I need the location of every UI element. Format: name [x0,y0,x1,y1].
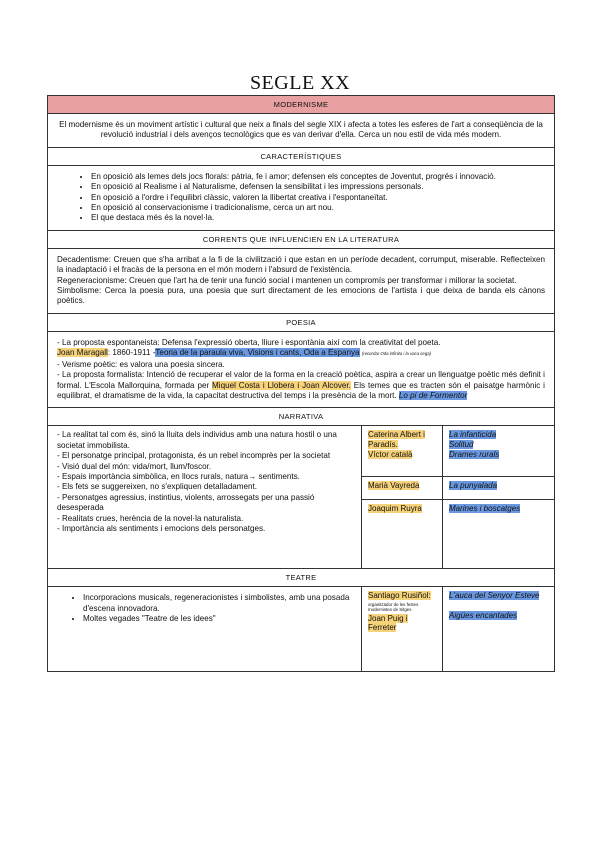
work-title: Drames rurals [449,449,500,459]
list-item: - Espais importància simbòlica, en llocs rurals, natura→ sentiments. [57,471,300,481]
author-cell [362,500,442,568]
list-item: • En oposició a l'ordre i l'equilibri clàssic, valoren la llibertat creativa i l'espontaneïtat. [91,193,545,203]
caracteristiques-body [48,166,554,230]
modernisme-header: MODERNISME [48,96,554,114]
narrativa-header: NARRATIVA [48,408,554,426]
work-title: Solitud [449,439,474,449]
list-item: • En oposició al conservacionisme i tradicionalisme, cerca un art nou. [91,203,545,213]
works-cell [443,477,554,500]
formalista-text [57,370,545,401]
modernisme-section [48,96,554,147]
teatre-works [443,587,554,671]
maragall-years: : 1860-1911 - [107,348,156,358]
list-item: - Visió dual del món: vida/mort, llum/foscor. [57,461,212,471]
maragall-works: Teoria de la paraula viva, Visions i cants, Oda a Espanya [155,348,360,358]
caracteristiques-section [48,147,554,230]
author-cell [362,477,442,500]
work-title: La punyalada [449,481,498,491]
narrativa-works [443,426,554,568]
caracteristiques-header: CARACTERÍSTIQUES [48,148,554,166]
author-name: Marià Vayreda [368,481,420,491]
teatre-header: TEATRE [48,569,554,587]
author-note: organitzador de les festes modernistes de Sitges [368,601,419,613]
formalista-themes: Els temes que es tracten són el paisatge harmònic i equilibrat, el dramatisme de la vida, la capacitat destructiva del temps i la presència de la mort. [57,380,545,400]
maragall-line [57,348,545,359]
narrativa-section [48,407,554,568]
author-pseudonym: Víctor català [368,449,413,459]
teatre-authors [362,587,443,671]
simbolisme-text: Simbolisme: Cerca la poesia pura, una poesia que surt directament de les emocions de l'artista i que deixa de banda els cànons poètics. [57,286,545,306]
espontaneista-text: - La proposta espontaneista: Defensa l'expressió oberta, lliure i espontània així com la creativitat del poeta. [57,337,441,347]
author-name: Joaquim Ruyra [368,504,422,514]
poesia-section [48,313,554,407]
work-title: Aigües encantades [449,610,518,620]
list-item: - Importància als sentiments i emocions dels personatges. [57,523,266,533]
list-item: - Realitats crues, herència de la novel·la naturalista. [57,513,244,523]
teatre-section [48,568,554,671]
author-name: Santiago Rusiñol: [368,591,431,601]
regeneracionisme-text: Regeneracionisme: Creuen que l'art ha de tenir una funció social i mantenen un compromís per transformar i millorar la societat. [57,275,517,285]
list-item: - El personatge principal, protagonista, és un rebel incomprès per la societat [57,451,331,461]
work-title: La infanticida [449,430,497,440]
maragall-note: (recordar Oda infinita i la vaca cega) [361,351,432,357]
page-title: SEGLE XX [249,72,351,94]
list-item: - Personatges agressius, instintius, violents, arrossegats per una passió desesperada [57,492,315,513]
corrents-body [48,249,554,313]
list-item: • En oposició als lemes dels jocs florals: pàtria, fe i amor; defensen els conceptes de Joventut, progrés i innovació. [91,172,545,182]
author-name: Caterina Albert i Paradís. [368,430,425,449]
decadentisme-text: Decadentisme: Creuen que s'ha arribat a la fi de la civilització i que estan en un període decadent, corrumput, miserable. Reflecteixen la inadaptació i el fracàs de la persona en el món modern i l'absurd de l'existència. [57,254,545,275]
list-item: • Moltes vegades "Teatre de les idees" [83,614,355,624]
list-item: - Els fets se suggereixen, no s'expliquen detalladament. [57,482,257,492]
corrents-section [48,230,554,313]
escola-mallorquina-authors: Miquel Costa i Llobera i Joan Alcover. [212,380,351,390]
narrativa-points [48,426,362,568]
author-cell [362,426,442,477]
modernisme-intro: El modernisme és un moviment artístic i cultural que neix a finals del segle XIX i afecta a totes les esferes de l'art a conseqüència de la revolució industrial i dels avenços tecnològics que es van derivar d'ella. Cerca un nou estil de vida més modern. [59,120,543,140]
works-cell [443,426,554,477]
poesia-body [48,332,554,407]
teatre-grid [48,587,554,671]
lo-pi-work: Lo pi de Formentor [398,390,468,400]
verisme-text: - Verisme poètic: es valora una poesia sincera. [57,359,225,369]
narrativa-grid [48,426,554,568]
list-item: - La realitat tal com és, sinó la lluita dels individus amb una natura hostil o una societat immobilista. [57,430,337,450]
work-title: Marines i boscatges [449,504,521,514]
works-cell [443,587,554,624]
list-item: • En oposició al Realisme i al Naturalisme, defensen la sensibilitat i les impressions personals. [91,182,545,192]
work-title: L'auca del Senyor Esteve [449,591,540,601]
list-item: • El que destaca més és la novel·la. [91,213,545,223]
formalista-intro: - La proposta formalista: Intenció de recuperar el valor de la forma en la creació poètica, aspira a crear un llenguatge poètic més definit i formal. L'Escola Mallorquina, formada per [57,370,545,390]
caracteristiques-list [57,172,545,224]
poesia-header: POESIA [48,314,554,332]
content-table [47,95,555,672]
teatre-points [48,587,362,671]
author-name: Joan Puig i Ferreter [368,613,408,633]
author-cell [362,587,442,637]
maragall-name: Joan Maragall [57,348,108,358]
narrativa-authors [362,426,443,568]
corrents-header: CORRENTS QUE INFLUENCIEN EN LA LITERATURA [48,231,554,249]
works-cell [443,500,554,568]
list-item: • Incorporacions musicals, regeneracionistes i simbolistes, amb una posada d'escena innovadora. [83,593,355,614]
